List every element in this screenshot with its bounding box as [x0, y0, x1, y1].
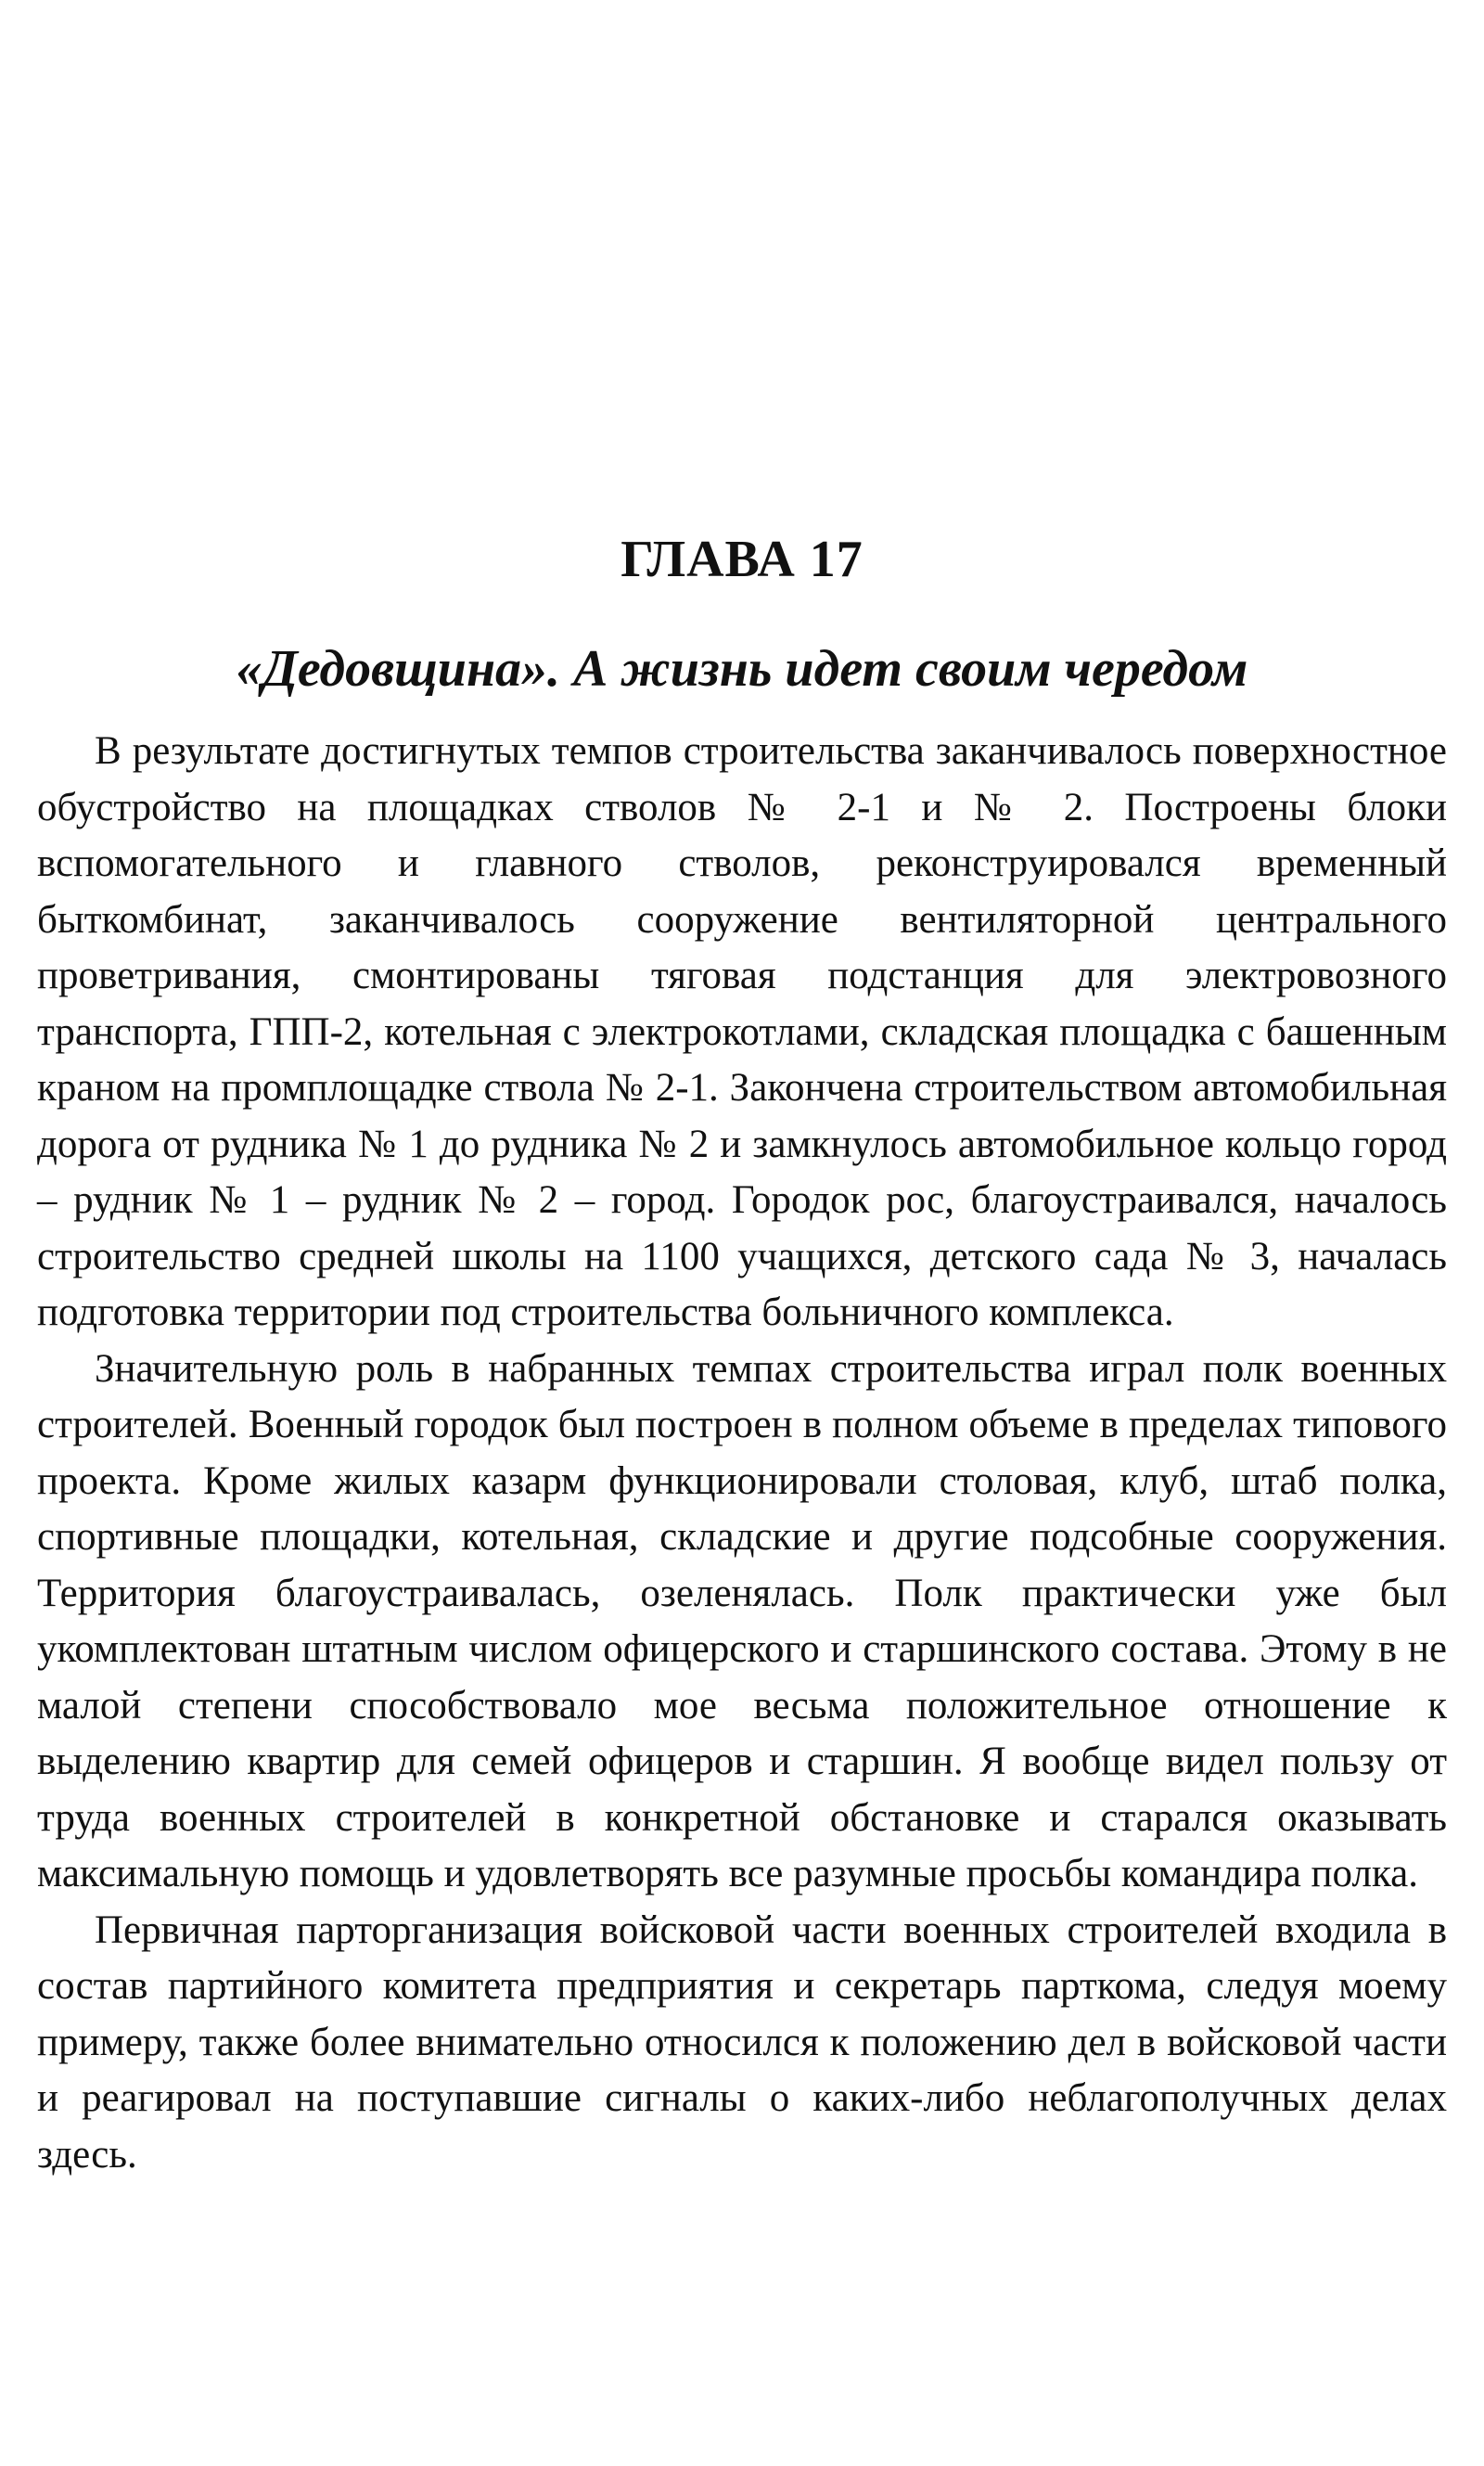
chapter-body — [37, 724, 1447, 2183]
paragraph: Значительную роль в набранных темпах строительства играл полк военных строителей. Военный городок был построен в полном объеме в пределах типового проекта. Кроме жилых казарм функционировали столовая, клуб, штаб полка, спортивные площадки, котельная, складские и другие подсобные сооружения. Территория благоустраивалась, озеленялась. Полк практически уже был укомплектован штатным числом офицерского и старшинского состава. Этому в не малой степени способствовало мое весьма положительное отношение к выделению квартир для семей офицеров и старшин. Я вообще видел пользу от труда военных строителей в конкретной обстановке и старался оказывать максимальную помощь и удовлетворять все разумные просьбы командира полка. — [37, 1346, 1447, 1895]
paragraph: В результате достигнутых темпов строительства заканчивалось поверхностное обустройство на площадках стволов № 2-1 и № 2. Построены блоки вспомогательного и главного стволов, реконструировался временный быткомбинат, заканчивалось сооружение вентиляторной центрального проветривания, смонтированы тяговая подстанция для электровозного транспорта, ГПП-2, котельная с электрокотлами, складская площадка с башенным краном на промплощадке ствола № 2-1. Закончена строительством автомобильная дорога от рудника № 1 до рудника № 2 и замкнулось автомобильное кольцо город – рудник № 1 – рудник № 2 – город. Городок рос, благоустраивался, началось строительство средней школы на 1100 учащихся, детского сада № 3, началась подготовка территории под строительства больничного комплекса. — [37, 729, 1447, 1334]
chapter-title: ГЛАВА 17 — [620, 530, 864, 588]
paragraph: Первичная парторганизация войсковой части военных строителей входила в состав партийного комитета предприятия и секретарь парткома, следуя моему примеру, также более внимательно относился к положению дел в войсковой части и реагировал на поступавшие сигналы о каких-либо неблагополучных делах здесь. — [37, 1907, 1447, 2177]
book-page — [37, 0, 1447, 2466]
chapter-subtitle: «Дедовщина». А жизнь идет своим чередом — [236, 640, 1248, 699]
